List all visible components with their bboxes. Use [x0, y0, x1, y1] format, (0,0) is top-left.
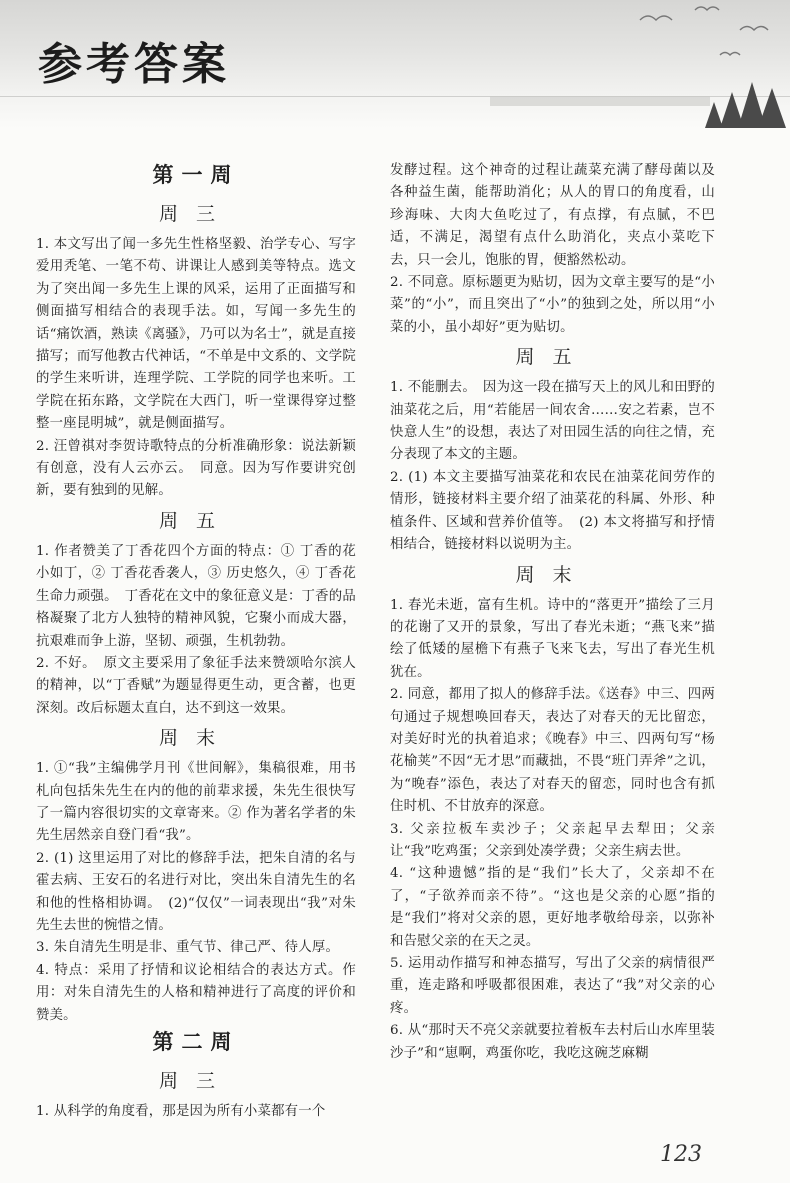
week-heading: 第二周 — [152, 1029, 240, 1054]
answer-paragraph: 2. 不好。 原文主要采用了象征手法来赞颂哈尔滨人的精神，以“丁香赋”为题显得更生动，更含蓄，也更深刻。改后标题太直白，达不到这一效果。 — [36, 655, 356, 716]
answer-paragraph: 1. ①“我”主编佛学月刊《世间解》，集稿很难，用书札向包括朱先生在内的他的前辈求援，朱先生很快写了一篇内容很切实的文章寄来。② 作为著名学者的朱先生居然亲自登门看“我”。 — [36, 761, 356, 844]
day-heading: 周末 — [158, 727, 233, 750]
page-title: 参考答案 — [38, 39, 230, 90]
answer-paragraph: 2. (1) 这里运用了对比的修辞手法，把朱自清的名与霍去病、王安石的名进行对比，突出朱自清先生的名和他的性格相协调。 (2)“仅仅”一词表现出“我”对朱先生去世的惋惜之情。 — [36, 850, 356, 933]
answer-paragraph: 5. 运用动作描写和神态描写，写出了父亲的病情很严重，连走路和呼吸都很困难，表达了“我”对父亲的心疼。 — [390, 956, 715, 1016]
day-heading: 周三 — [158, 1070, 233, 1092]
answer-paragraph: 1. 本文写出了闻一多先生性格坚毅、治学专心、写字爱用秃笔、一笔不苟、讲课让人感到美等特点。选文为了突出闻一多先生上课的风采，运用了正面描写和侧面描写相结合的表现手法。如，写闻一多先生的话“痛饮酒，熟读《离骚》，乃可以为名士”，就是直接描写；而写他教古代神话，“不单是中文系的、文学院的学生来听讲，连理学院、工学院的同学也来听。工学院在拓东路，文学院在大西门，听一堂课得穿过整整一座昆明城”，就是侧面描写。 — [36, 237, 356, 432]
answer-paragraph: 2. (1) 本文主要描写油菜花和农民在油菜花间劳作的情形，链接材料主要介绍了油菜花的科属、外形、种植条件、区域和营养价值等。 (2) 本文将描写和抒情相结合，链接材料以说明为主。 — [390, 469, 715, 553]
day-heading: 周三 — [158, 203, 233, 225]
answer-paragraph: 2. 同意，都用了拟人的修辞手法。《送春》中三、四两句通过子规想唤回春天，表达了对春天的无比留恋，对美好时光的执着追求；《晚春》中三、四两句写“杨花榆荚”不因“无才思”而藏拙，不畏“班门弄斧”之讥，为“晚春”添色，表达了对春天的留恋，同时也含有抓住时机、不甘放弃的深意。 — [390, 687, 715, 815]
answer-paragraph: 1. 春光未逝，富有生机。诗中的“落更开”描绘了三月的花谢了又开的景象，写出了春光未逝；“燕飞来”描绘了低矮的屋檐下有燕子飞来飞去，写出了春光生机犹在。 — [390, 597, 715, 680]
page-number: 123 — [660, 1142, 702, 1167]
answer-paragraph: 4. 特点：采用了抒情和议论相结合的表达方式。作用：对朱自清先生的人格和精神进行了高度的评价和赞美。 — [36, 962, 356, 1023]
week-heading: 第一周 — [152, 162, 240, 187]
answer-paragraph: 1. 作者赞美了丁香花四个方面的特点：① 丁香的花小如丁，② 丁香花香袭人，③ 历史悠久，④ 丁香花生命力顽强。 丁香花在文中的象征意义是：丁香的品格凝聚了北方人独特的精神风貌，它聚小而成大器，抗艰难而争上游，坚韧、顽强，生机勃勃。 — [36, 543, 356, 649]
answer-paragraph: 2. 不同意。原标题更为贴切，因为文章主要写的是“小菜”的“小”，而且突出了“小”的独到之处，所以用“小菜的小，虽小却好”更为贴切。 — [390, 275, 715, 335]
answer-paragraph: 3. 朱自清先生明是非、重气节、律己严、待人厚。 — [36, 940, 340, 956]
answer-paragraph: 3. 父亲拉板车卖沙子；父亲起早去犁田；父亲让“我”吃鸡蛋；父亲到处凑学费；父亲生病去世。 — [390, 821, 715, 859]
header-banner — [0, 0, 790, 128]
day-heading: 周五 — [515, 346, 590, 369]
answer-paragraph: 2. 汪曾祺对李贺诗歌特点的分析准确形象：说法新颖有创意，没有人云亦云。 同意。因为写作要讲究创新，要有独到的见解。 — [36, 438, 356, 499]
answer-paragraph: 4. “这种遗憾”指的是“我们”长大了，父亲却不在了，“子欲养而亲不待”。“这也是父亲的心愿”指的是“我们”将对父亲的恩，更好地孝敬给母亲，以弥补和告慰父亲的在天之灵。 — [390, 866, 715, 949]
answer-paragraph: 1. 从科学的角度看，那是因为所有小菜都有一个 — [36, 1104, 326, 1119]
answer-paragraph: 发酵过程。这个神奇的过程让蔬菜充满了酵母菌以及各种益生菌，能帮助消化；从人的胃口的角度看，山珍海味、大肉大鱼吃过了，有点撑，有点腻，不巴适，不满足，渴望有点什么助消化，夹点小菜吃下去，只一会儿，饱胀的胃，便豁然松动。 — [390, 163, 715, 268]
answer-paragraph: 6. 从“那时天不亮父亲就要拉着板车去村后山水库里装沙子”和“崽啊，鸡蛋你吃，我吃这碗芝麻糊 — [390, 1023, 715, 1061]
right-column — [390, 160, 715, 1065]
day-heading: 周末 — [515, 563, 590, 586]
day-heading: 周五 — [158, 509, 233, 532]
landscape-decoration-icon — [490, 0, 790, 128]
left-column — [36, 160, 356, 1123]
answer-paragraph: 1. 不能删去。 因为这一段在描写天上的风儿和田野的油菜花之后，用“若能居一间农舍……安之若素，岂不快意人生”的设想，表达了对田园生活的向往之情，充分表现了本文的主题。 — [390, 380, 715, 463]
